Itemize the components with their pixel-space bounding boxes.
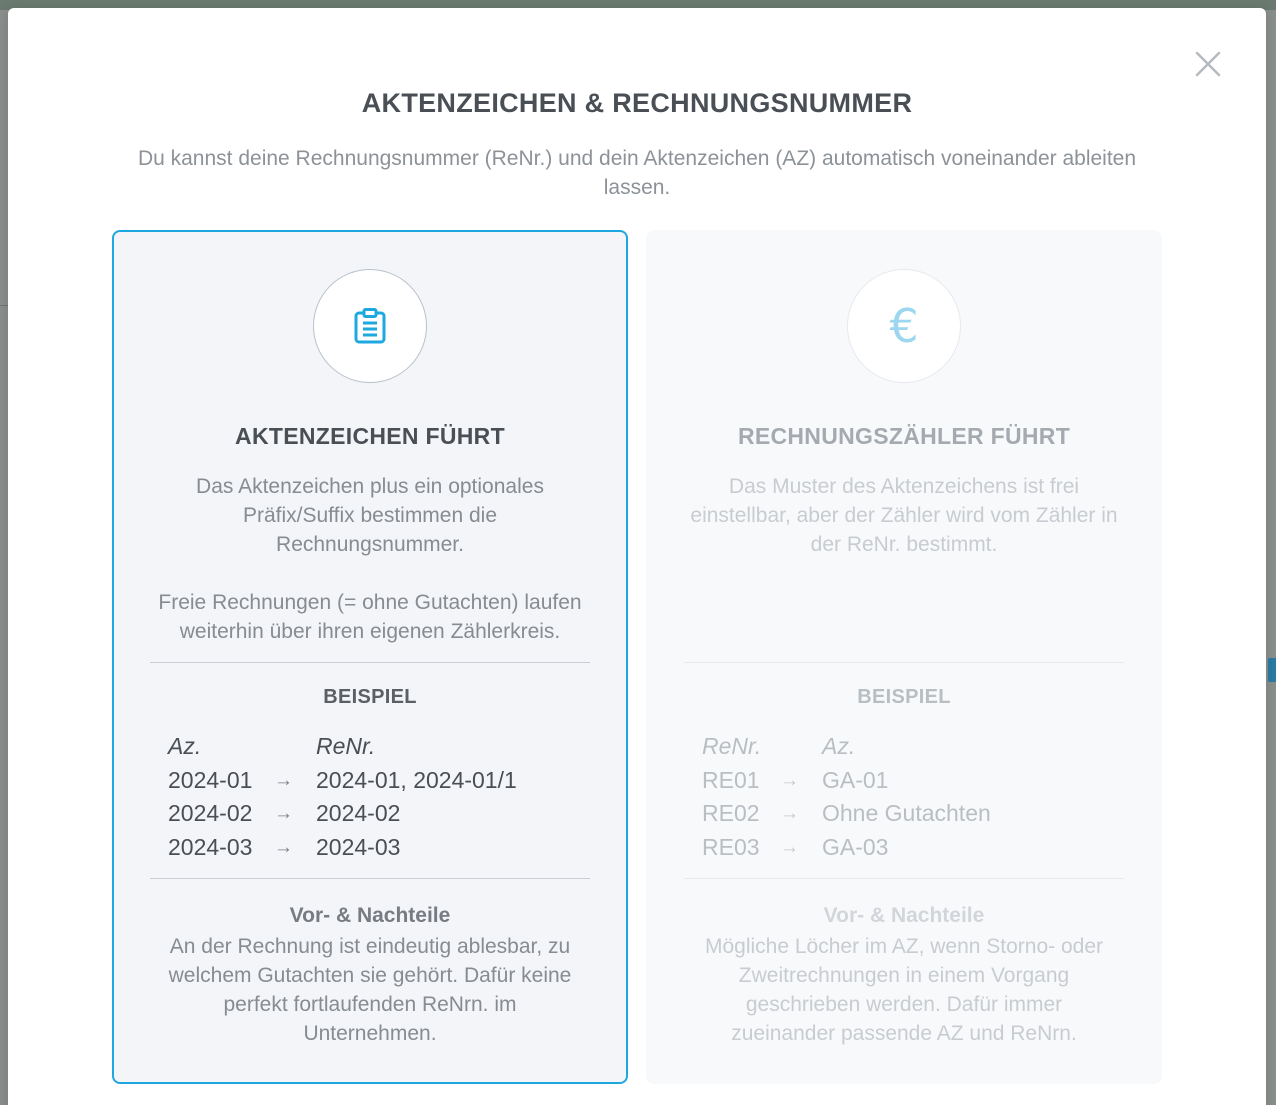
divider (150, 662, 590, 663)
example-cell: RE01 (702, 766, 760, 793)
example-column-header: ReNr. (316, 733, 376, 759)
divider (150, 878, 590, 879)
example-cell: 2024-02 (316, 800, 401, 826)
example-table (702, 730, 991, 864)
divider (684, 878, 1124, 879)
example-cell: Ohne Gutachten (822, 800, 991, 826)
backdrop-edge-marker (1268, 658, 1276, 682)
example-cell: GA-01 (822, 766, 889, 793)
arrow-right-icon: → (274, 769, 293, 791)
clipboard-icon (353, 308, 387, 344)
card-description (682, 472, 1126, 559)
arrow-right-icon: → (780, 803, 799, 824)
example-cell: 2024-03 (316, 833, 401, 860)
pros-cons-heading: Vor- & Nachteile (823, 904, 985, 927)
example-row (168, 797, 517, 831)
example-cell: 2024-01 (168, 766, 253, 793)
card-description (148, 472, 592, 646)
example-table (168, 730, 517, 864)
example-header-row (702, 730, 991, 764)
arrow-right-icon: → (274, 803, 293, 824)
arrow-right-icon: → (780, 769, 799, 791)
example-cell: GA-03 (822, 833, 889, 860)
example-cell: RE02 (702, 800, 760, 826)
euro-icon: € (889, 299, 919, 353)
pros-cons-text: Mögliche Löcher im AZ, wenn Storno- oder Zweitrechnungen in einem Vorgang geschrieben werden. Dafür immer zueinander passende AZ und ReNrn. (704, 935, 1104, 1045)
example-cell: 2024-02 (168, 800, 253, 826)
option-card-aktenzeichen[interactable] (112, 230, 628, 1084)
card-title: AKTENZEICHEN FÜHRT (235, 423, 505, 449)
example-column-header: Az. (168, 733, 202, 759)
example-column-header: ReNr. (702, 733, 762, 759)
example-row (702, 831, 991, 865)
example-row (702, 797, 991, 831)
pros-cons-text: An der Rechnung ist eindeutig ablesbar, zu welchem Gutachten sie gehört. Dafür keine perfekt fortlaufenden ReNrn. im Unternehmen. (168, 935, 572, 1045)
modal-subtitle: Du kannst deine Rechnungsnummer (ReNr.) und dein Aktenzeichen (AZ) automatisch voneinander ableiten lassen. (137, 147, 1137, 199)
modal-title: AKTENZEICHEN & RECHNUNGSNUMMER (361, 88, 913, 118)
example-row (168, 831, 517, 865)
card-description-paragraph: Freie Rechnungen (= ohne Gutachten) laufen weiterhin über ihren eigenen Zählerkreis. (158, 591, 582, 643)
example-row (702, 764, 991, 798)
example-cell: 2024-03 (168, 833, 253, 860)
example-column-header: Az. (822, 733, 856, 759)
card-description-paragraph: Das Aktenzeichen plus ein optionales Präfix/Suffix bestimmen die Rechnungsnummer. (196, 475, 544, 556)
card-title: RECHNUNGSZÄHLER FÜHRT (737, 423, 1071, 449)
example-cell: 2024-01, 2024-01/1 (316, 766, 517, 793)
example-header-row (168, 730, 517, 764)
modal-dialog (8, 8, 1266, 1105)
close-button[interactable] (1194, 50, 1222, 78)
example-heading: BEISPIEL (857, 686, 951, 708)
divider (684, 662, 1124, 663)
arrow-right-icon: → (274, 836, 293, 858)
example-row (168, 764, 517, 798)
example-heading: BEISPIEL (323, 686, 417, 708)
pros-cons-heading: Vor- & Nachteile (289, 904, 451, 927)
card-description-paragraph: Das Muster des Aktenzeichens ist frei einstellbar, aber der Zähler wird vom Zähler in der ReNr. bestimmt. (690, 475, 1118, 556)
example-cell: RE03 (702, 833, 760, 860)
card-icon-circle (847, 269, 961, 383)
card-icon-circle (313, 269, 427, 383)
close-icon (1194, 50, 1222, 78)
arrow-right-icon: → (780, 836, 799, 858)
option-card-rechnungszaehler[interactable] (646, 230, 1162, 1084)
